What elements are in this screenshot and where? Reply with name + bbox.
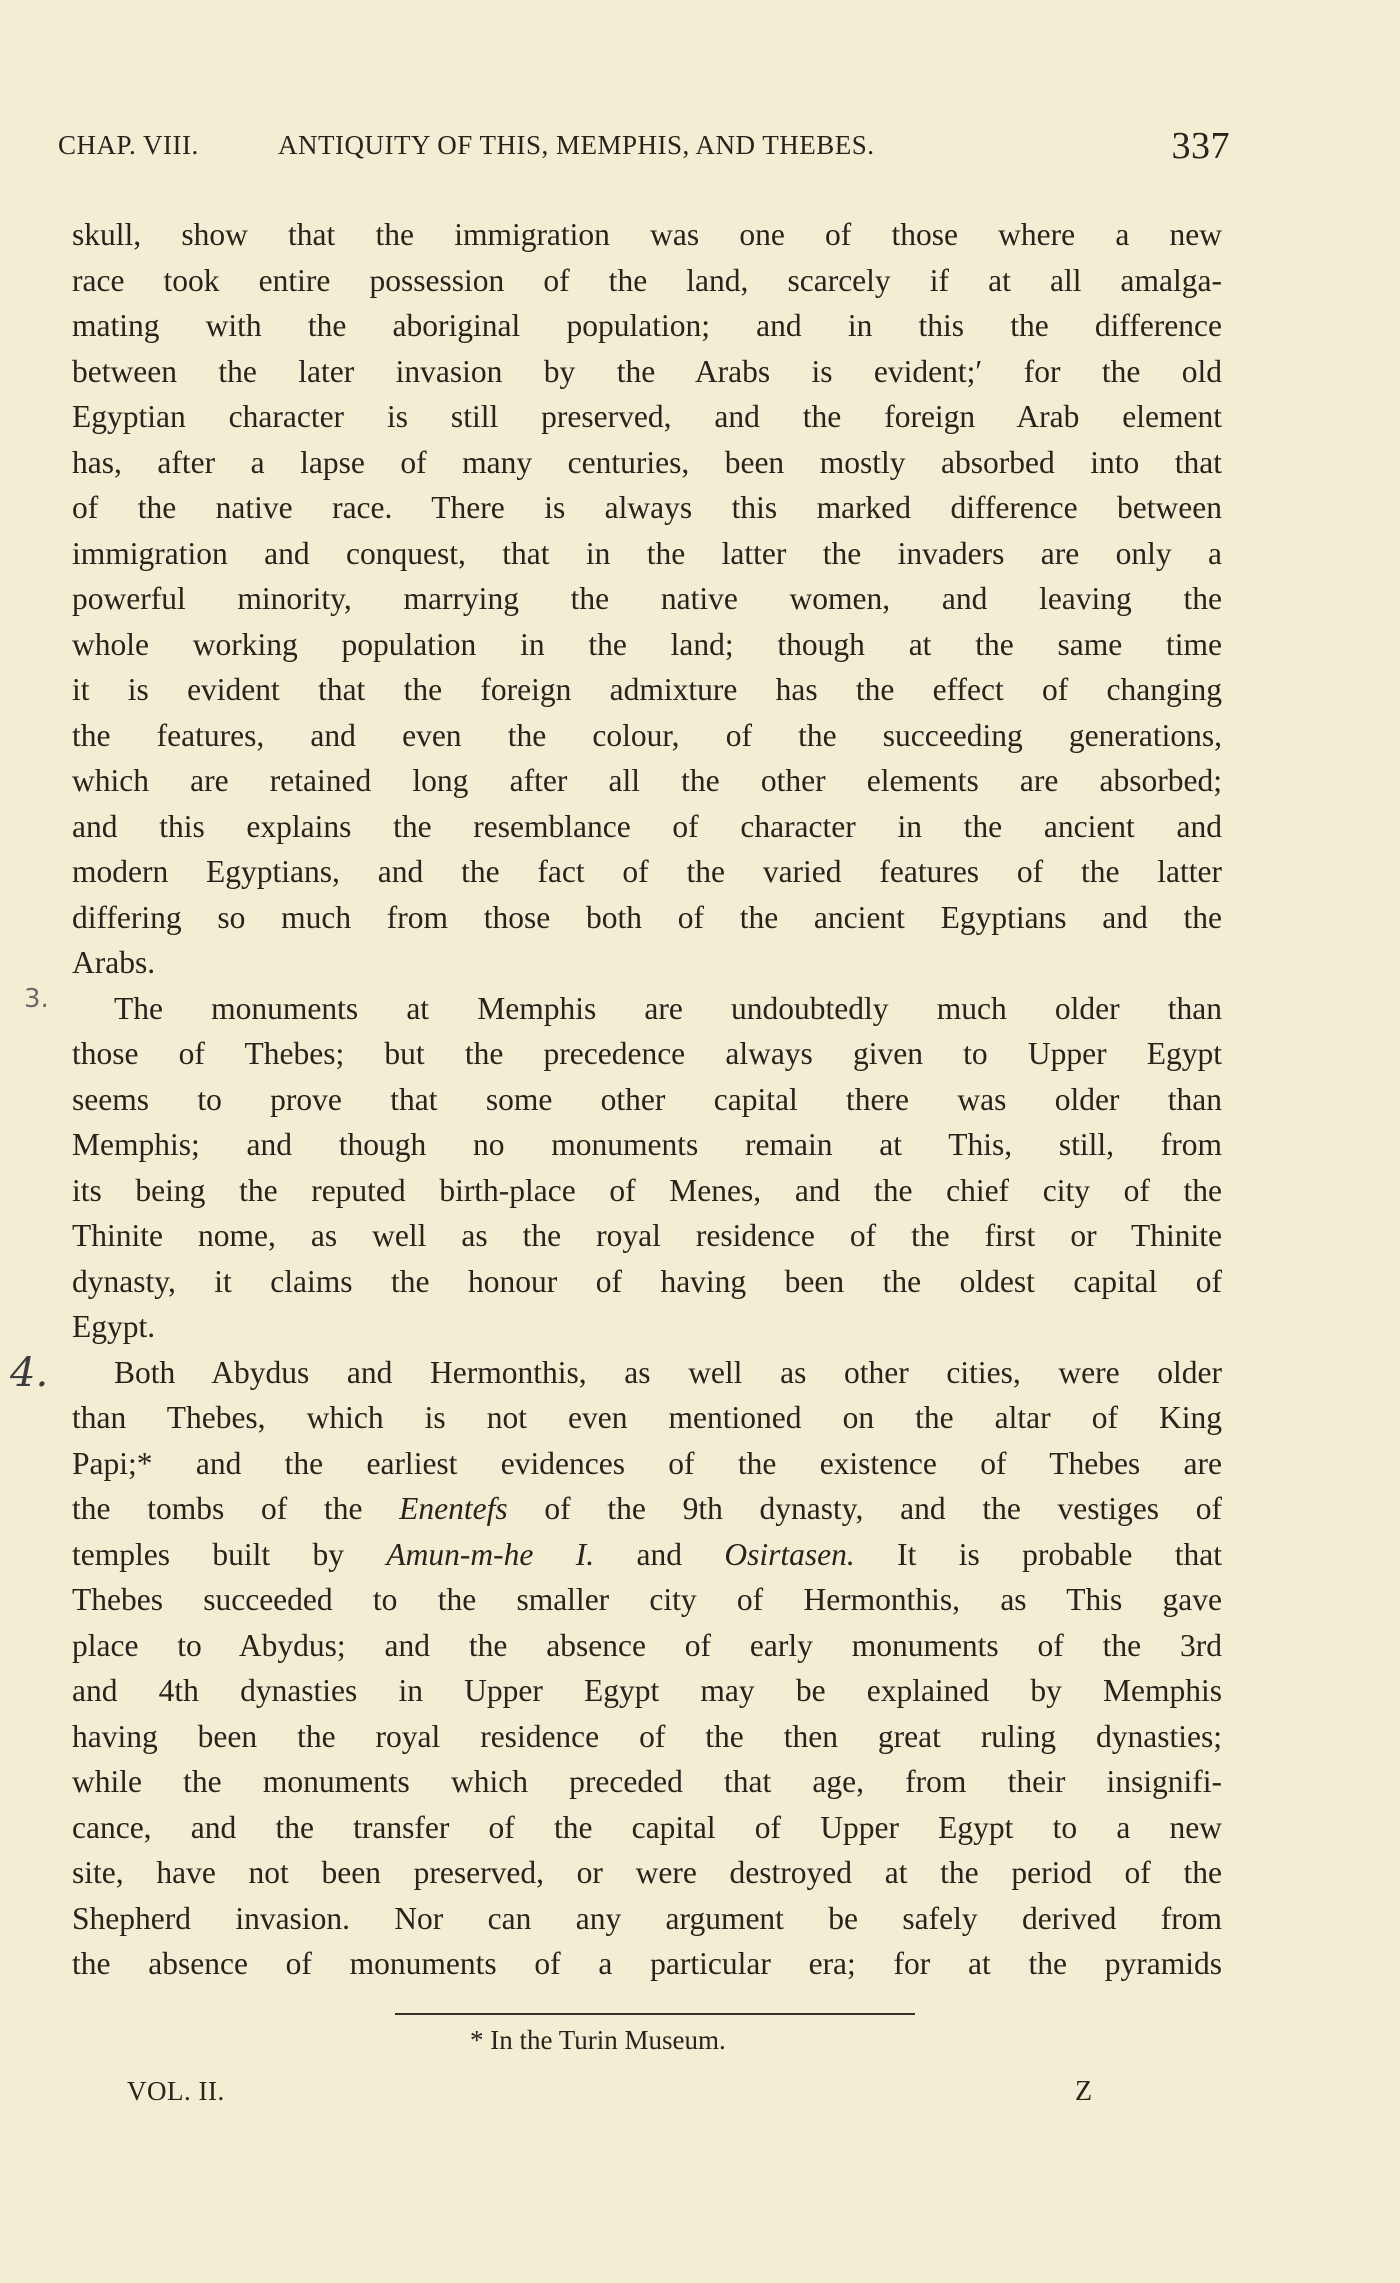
text-line: and 4th dynasties in Upper Egypt may be explained by Memphis (72, 1673, 1222, 1708)
text-line: having been the royal residence of the then great ruling dynasties; (72, 1718, 1222, 1754)
margin-note-4: 4. (10, 1350, 49, 1396)
text-segment: temples built by (72, 1536, 387, 1572)
text-line: site, have not been preserved, or were destroyed at the period of the (72, 1855, 1222, 1890)
text-segment: the tombs of the (72, 1491, 400, 1526)
text-line: immigration and conquest, that in the latter the invaders are only a (72, 535, 1222, 571)
text-line: mating with the aboriginal population; and in this the difference (72, 308, 1222, 343)
text-line: Papi;* and the earliest evidences of the existence of Thebes are (72, 1445, 1222, 1481)
text-line: Thebes succeeded to the smaller city of Hermonthis, as This gave (72, 1582, 1222, 1617)
text-line (72, 1532, 1222, 1578)
text-line: place to Abydus; and the absence of early monuments of the 3rd (72, 1627, 1222, 1663)
text-line: while the monuments which preceded that age, from their insignifi- (72, 1764, 1222, 1799)
text-line: than Thebes, which is not even mentioned on the altar of King (72, 1400, 1222, 1435)
paragraph-2 (72, 986, 1222, 1350)
text-segment: of the 9th dynasty, and the vestiges of (507, 1491, 1223, 1526)
text-line (72, 1486, 1222, 1532)
volume-signature: VOL. II. (127, 2076, 225, 2106)
text-line: dynasty, it claims the honour of having been the oldest capital of (72, 1263, 1222, 1299)
footnote: * In the Turin Museum. (470, 2025, 726, 2055)
text-line: powerful minority, marrying the native women, and leaving the (72, 581, 1222, 616)
text-line: skull, show that the immigration was one of those where a new (72, 217, 1222, 252)
text-line: modern Egyptians, and the fact of the varied features of the latter (72, 854, 1222, 889)
text-line: Shepherd invasion. Nor can any argument be safely derived from (72, 1900, 1222, 1936)
paragraph-3 (72, 1350, 1222, 1987)
italic-name: Amun-m-he I. (386, 1536, 595, 1572)
text-segment: and (594, 1536, 725, 1572)
text-line: The monuments at Memphis are undoubtedly much older than (114, 990, 1222, 1026)
text-line: Egypt. (72, 1309, 156, 1344)
signature-mark: Z (1075, 2076, 1093, 2107)
italic-name: Enentefs (399, 1491, 508, 1526)
text-line: of the native race. There is always this marked difference between (72, 490, 1222, 525)
text-line: between the later invasion by the Arabs is evident;′ for the old (72, 353, 1222, 389)
text-line: cance, and the transfer of the capital of Upper Egypt to a new (72, 1809, 1222, 1845)
text-line: Thinite nome, as well as the royal residence of the first or Thinite (72, 1218, 1222, 1253)
text-line: Both Abydus and Hermonthis, as well as other cities, were older (114, 1354, 1222, 1390)
text-line: has, after a lapse of many centuries, been mostly absorbed into that (72, 444, 1222, 480)
text-segment: It is probable that (854, 1536, 1222, 1572)
text-line: whole working population in the land; though at the same time (72, 626, 1222, 662)
text-line: Egyptian character is still preserved, and the foreign Arab element (72, 399, 1222, 434)
text-line: race took entire possession of the land, scarcely if at all amalga- (72, 262, 1222, 298)
italic-name: Osirtasen. (724, 1536, 855, 1572)
text-line: it is evident that the foreign admixture has the effect of changing (72, 672, 1222, 707)
text-line: seems to prove that some other capital there was older than (72, 1081, 1222, 1117)
chapter-label: CHAP. VIII. (58, 130, 199, 160)
text-line: its being the reputed birth-place of Menes, and the chief city of the (72, 1172, 1222, 1208)
body-text (72, 212, 1222, 1987)
footnote-rule (395, 2013, 915, 2015)
text-line: the absence of monuments of a particular era; for at the pyramids (72, 1946, 1222, 1981)
text-line: those of Thebes; but the precedence always given to Upper Egypt (72, 1036, 1222, 1071)
running-head (58, 124, 1230, 174)
paragraph-1 (72, 212, 1222, 986)
text-line: Arabs. (72, 945, 156, 980)
text-line: Memphis; and though no monuments remain at This, still, from (72, 1127, 1222, 1162)
text-line: differing so much from those both of the ancient Egyptians and the (72, 899, 1222, 935)
running-title: ANTIQUITY OF THIS, MEMPHIS, AND THEBES. (278, 130, 875, 160)
margin-note-3: 3. (24, 984, 49, 1014)
text-line: which are retained long after all the other elements are absorbed; (72, 763, 1222, 798)
text-line: and this explains the resemblance of character in the ancient and (72, 808, 1222, 844)
text-line: the features, and even the colour, of the succeeding generations, (72, 717, 1222, 753)
page-number: 337 (1171, 125, 1230, 167)
